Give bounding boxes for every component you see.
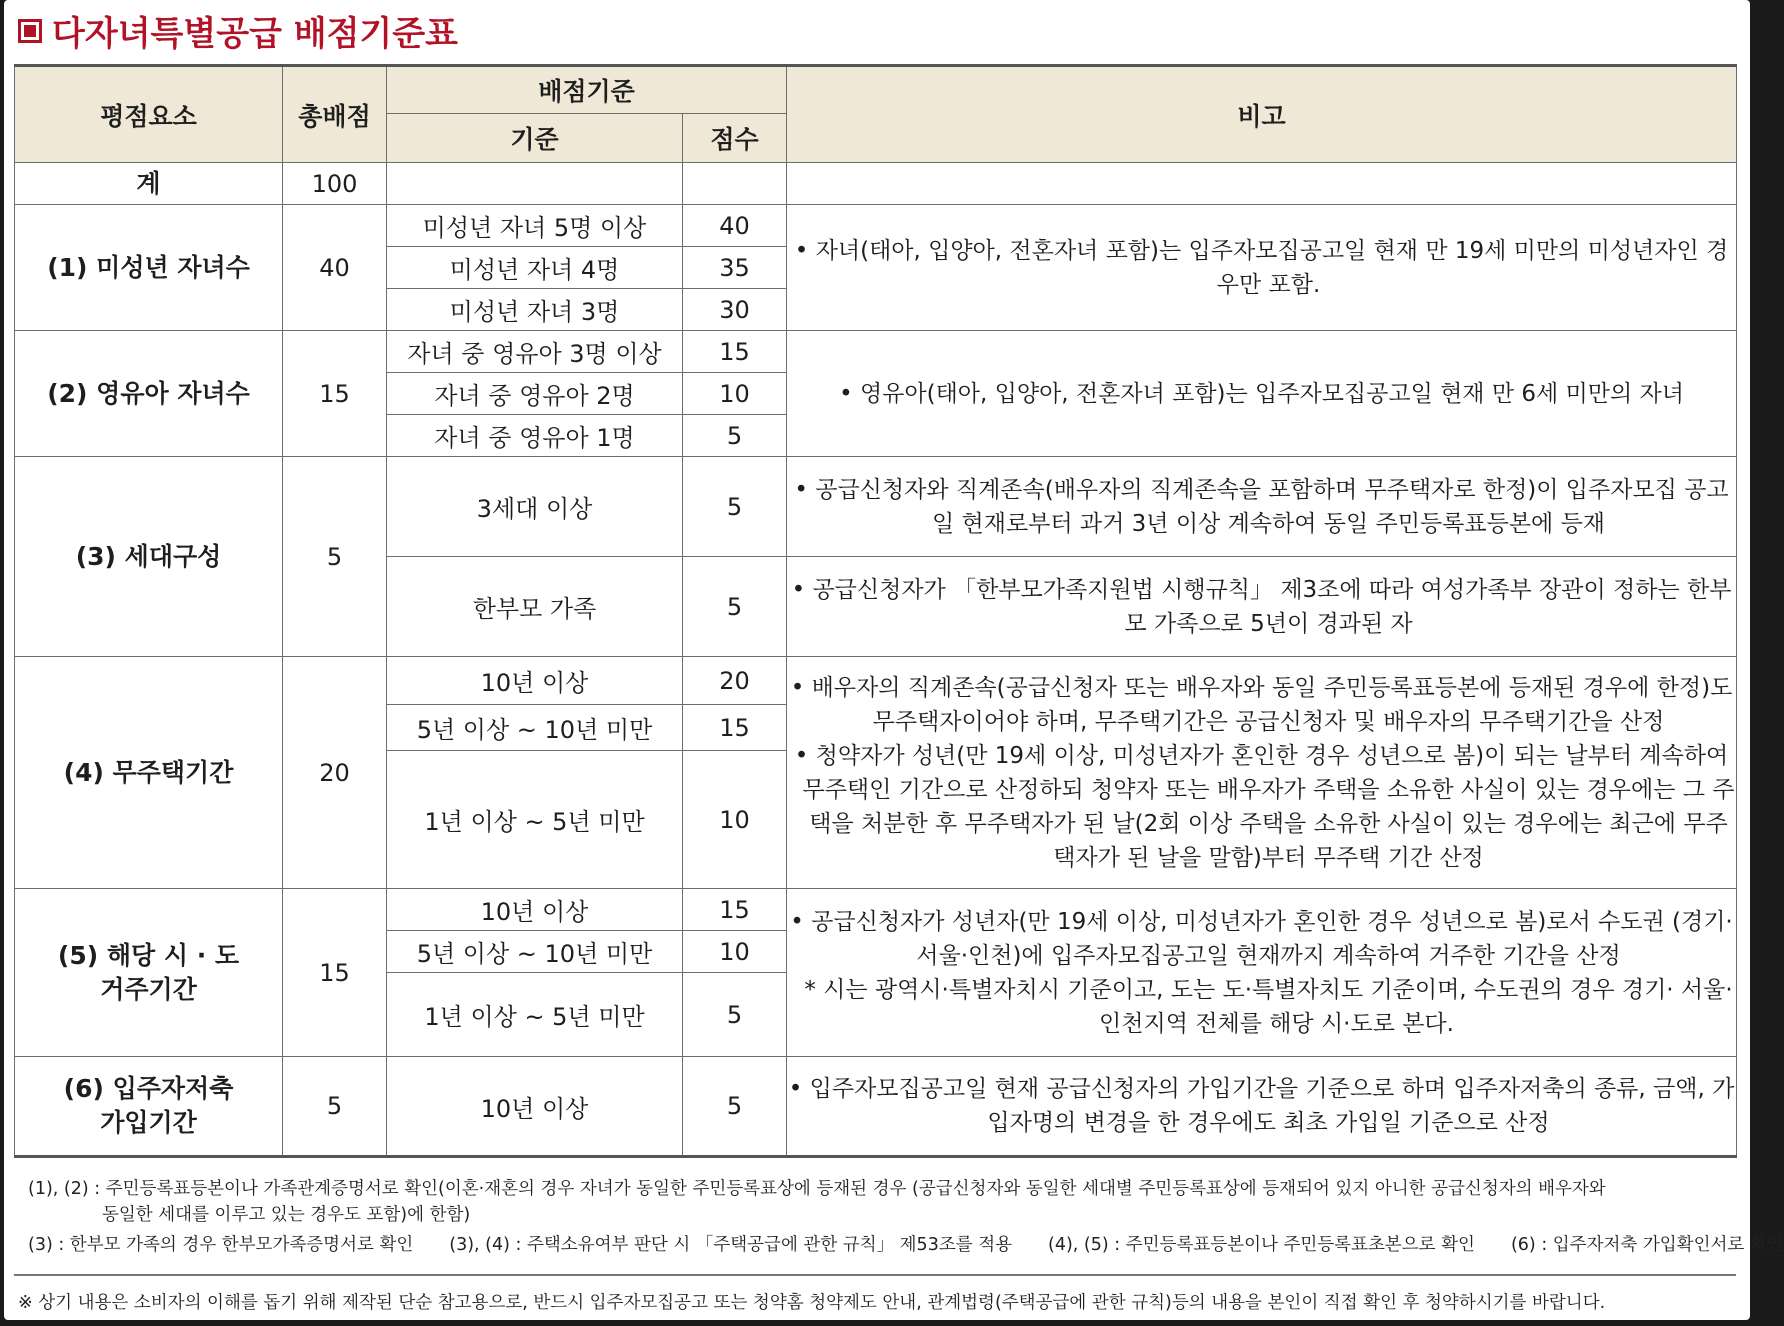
factor-cell (15, 889, 283, 1057)
criteria-cell: 5년 이상 ~ 10년 미만 (387, 705, 683, 751)
footnote-item: (3) : 한부모 가족의 경우 한부모가족증명서로 확인 (28, 1235, 414, 1255)
criteria-cell: 미성년 자녀 3명 (387, 289, 683, 331)
criteria-cell: 미성년 자녀 5명 이상 (387, 205, 683, 247)
factor-line: 거주기간 (100, 974, 197, 1004)
scoring-table (14, 64, 1737, 1158)
table-row (15, 1057, 1737, 1157)
score-cell: 35 (683, 247, 787, 289)
total-cell: 20 (283, 657, 387, 889)
note-text: • 공급신청자가 성년자(만 19세 이상, 미성년자가 혼인한 경우 성년으로 봄)로서 수도권 (경기·서울·인천)에 입주자모집공고일 현재까지 계속하여 거주한 기간을 산정 (790, 908, 1733, 969)
footnote-item: (4), (5) : 주민등록표등본이나 주민등록표초본으로 확인 (1048, 1235, 1475, 1255)
score-cell: 15 (683, 889, 787, 931)
criteria-cell: 자녀 중 영유아 2명 (387, 373, 683, 415)
criteria-cell: 1년 이상 ~ 5년 미만 (387, 973, 683, 1057)
score-cell: 10 (683, 373, 787, 415)
footnote-item: (6) : 입주자저축 가입확인서로 확인 (1510, 1235, 1784, 1255)
note-text: • 공급신청자가 「한부모가족지원법 시행규칙」 제3조에 따라 여성가족부 장관이 정하는 한부모 가족으로 5년이 경과된 자 (791, 576, 1732, 637)
note-text: • 배우자의 직계존속(공급신청자 또는 배우자와 동일 주민등록표등본에 등재된 경우에 한정)도 무주택자이어야 하며, 무주택기간은 공급신청자 및 배우자의 무주택기간을 산정 (790, 674, 1733, 735)
page-title (18, 6, 458, 55)
score-cell: 40 (683, 205, 787, 247)
empty-cell (683, 163, 787, 205)
note-text: • 입주자모집공고일 현재 공급신청자의 가입기간을 기준으로 하며 입주자저축의 종류, 금액, 가입자명의 변경을 한 경우에도 최초 가입일 기준으로 산정 (788, 1076, 1735, 1136)
table-row (15, 205, 1737, 247)
criteria-cell: 자녀 중 영유아 3명 이상 (387, 331, 683, 373)
table-row (15, 889, 1737, 931)
note-cell (787, 1057, 1737, 1157)
criteria-cell: 한부모 가족 (387, 557, 683, 657)
empty-cell (787, 163, 1737, 205)
score-cell: 15 (683, 705, 787, 751)
score-cell: 15 (683, 331, 787, 373)
note-cell (787, 457, 1737, 557)
note-text: • 영유아(태아, 입양아, 전혼자녀 포함)는 입주자모집공고일 현재 만 6세 미만의 자녀 (839, 380, 1684, 407)
score-cell: 5 (683, 457, 787, 557)
criteria-cell: 5년 이상 ~ 10년 미만 (387, 931, 683, 973)
divider (14, 1274, 1736, 1276)
header-row (15, 66, 1737, 114)
note-cell (787, 557, 1737, 657)
score-cell: 5 (683, 557, 787, 657)
factor-line: (5) 해당 시 · 도 (57, 940, 240, 970)
footnote-line: (1), (2) : 주민등록표등본이나 가족관계증명서로 확인(이혼·재혼의 경우 자녀가 동일한 주민등록표상에 등재된 경우 (공급신청자와 동일한 세대별 주민등록표상에 등재되어 있지 아니한 공급신청자의 배우자와 (28, 1179, 1606, 1199)
score-sheet (4, 0, 1784, 1320)
note-text: • 자녀(태아, 입양아, 전혼자녀 포함)는 입주자모집공고일 현재 만 19세 미만의 미성년자인 경우만 포함. (794, 237, 1729, 298)
criteria-cell: 1년 이상 ~ 5년 미만 (387, 751, 683, 889)
note-text: • 청약자가 성년(만 19세 이상, 미성년자가 혼인한 경우 성년으로 봄)이 되는 날부터 계속하여 무주택인 기간으로 산정하되 청약자 또는 배우자가 주택을 소유한 사실이 있는 경우에는 그 주택을 처분한 후 무주택자가 된 날(2회 이상 주택을 소유한 사실이 있는 경우에는 최근에 무주택자가 된 날을 말함)부터 무주택 기간 산정 (794, 742, 1735, 871)
note-cell (787, 889, 1737, 1057)
criteria-cell: 3세대 이상 (387, 457, 683, 557)
table-row (15, 331, 1737, 373)
total-cell: 15 (283, 331, 387, 457)
criteria-cell: 미성년 자녀 4명 (387, 247, 683, 289)
disclaimer: ※ 상기 내용은 소비자의 이해를 돕기 위해 제작된 단순 참고용으로, 반드시 입주자모집공고 또는 청약홈 청약제도 안내, 관계법령(주택공급에 관한 규칙)등의 내용을 본인이 직접 확인 후 청약하시기를 바랍니다. (18, 1293, 1606, 1313)
header-criteria: 기준 (387, 114, 683, 163)
factor-line: 가입기간 (100, 1108, 197, 1137)
criteria-cell: 10년 이상 (387, 1057, 683, 1157)
header-score: 점수 (683, 114, 787, 163)
table-row (15, 457, 1737, 557)
square-bullet-icon (18, 19, 42, 43)
note-cell (787, 331, 1737, 457)
note-text: • 공급신청자와 직계존속(배우자의 직계존속을 포함하며 무주택자로 한정)이 입주자모집 공고일 현재로부터 과거 3년 이상 계속하여 동일 주민등록표등본에 등재 (794, 476, 1729, 537)
note-subtext: * 시는 광역시·특별자치시 기준이고, 도는 도·특별자치도 기준이며, 수도권의 경우 경기· 서울·인천지역 전체를 해당 시·도로 본다. (804, 976, 1733, 1037)
score-cell: 5 (683, 973, 787, 1057)
empty-cell (387, 163, 683, 205)
score-cell: 10 (683, 931, 787, 973)
total-value: 100 (283, 163, 387, 205)
header-note: 비고 (787, 66, 1737, 163)
score-cell: 5 (683, 415, 787, 457)
note-cell (787, 657, 1737, 889)
total-cell: 40 (283, 205, 387, 331)
factor-cell: (4) 무주택기간 (15, 657, 283, 889)
score-cell: 20 (683, 657, 787, 705)
header-criteria-group: 배점기준 (387, 66, 787, 114)
factor-cell: (3) 세대구성 (15, 457, 283, 657)
total-label: 계 (15, 163, 283, 205)
score-cell: 30 (683, 289, 787, 331)
total-row (15, 163, 1737, 205)
header-total: 총배점 (283, 66, 387, 163)
total-cell: 5 (283, 1057, 387, 1157)
factor-cell: (1) 미성년 자녀수 (15, 205, 283, 331)
factor-cell (15, 1057, 283, 1157)
factor-cell: (2) 영유아 자녀수 (15, 331, 283, 457)
footnote-row (28, 1232, 1784, 1258)
total-cell: 5 (283, 457, 387, 657)
footnote-item: (3), (4) : 주택소유여부 판단 시 「주택공급에 관한 규칙」 제53조를 적용 (449, 1235, 1013, 1255)
criteria-cell: 10년 이상 (387, 657, 683, 705)
score-cell: 5 (683, 1057, 787, 1157)
criteria-cell: 자녀 중 영유아 1명 (387, 415, 683, 457)
header-factor: 평점요소 (15, 66, 283, 163)
criteria-cell: 10년 이상 (387, 889, 683, 931)
score-cell: 10 (683, 751, 787, 889)
note-cell (787, 205, 1737, 331)
total-cell: 15 (283, 889, 387, 1057)
footnote-line: 동일한 세대를 이루고 있는 경우도 포함)에 한함) (102, 1205, 471, 1225)
page-title-text: 다자녀특별공급 배점기준표 (52, 14, 458, 54)
factor-line: (6) 입주자저축 (63, 1074, 234, 1103)
table-row (15, 657, 1737, 705)
